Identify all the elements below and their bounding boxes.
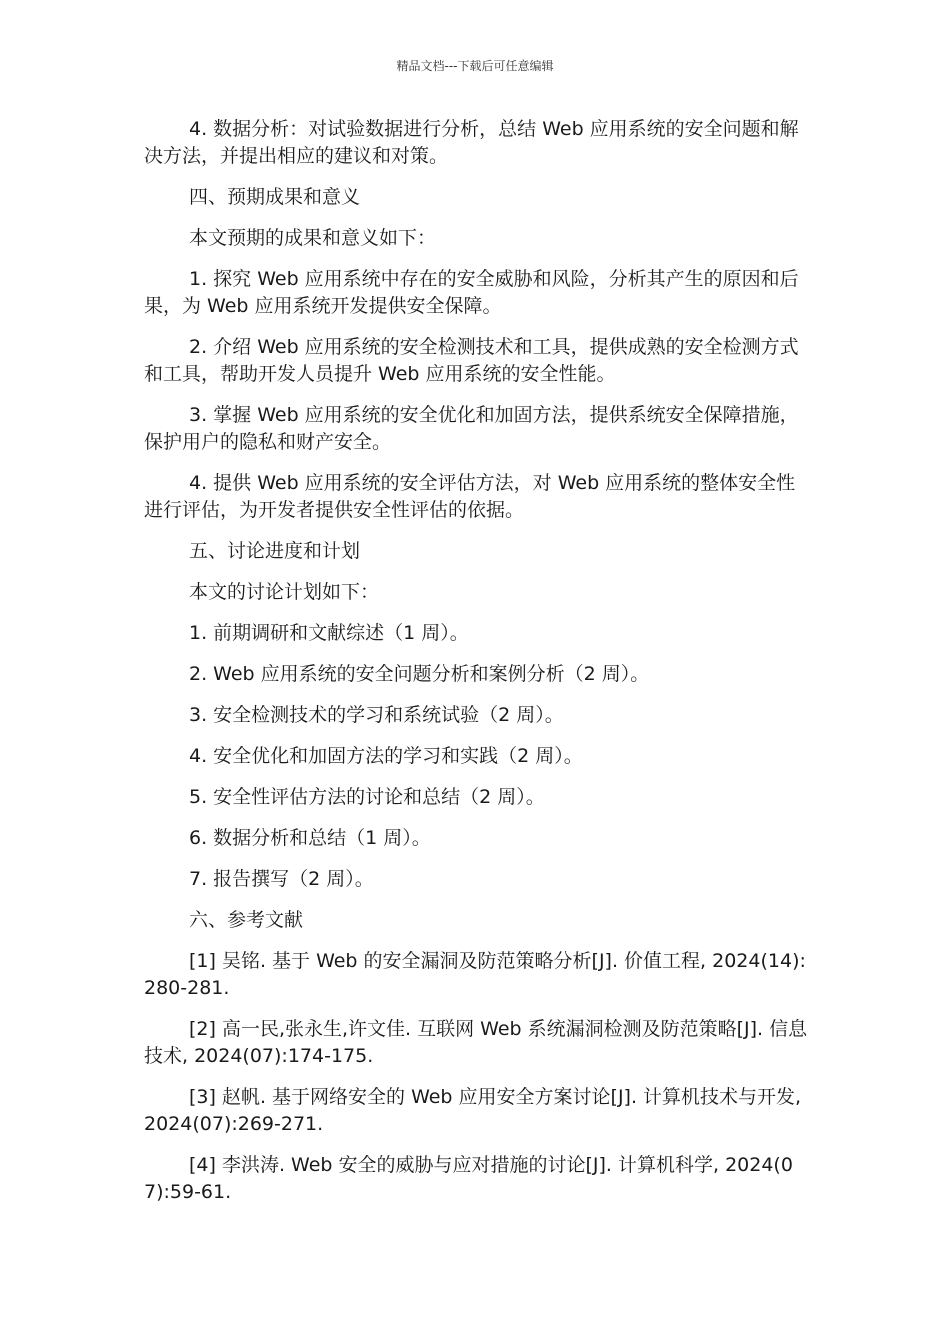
reference-3: [3] 赵帆. 基于网络安全的 Web 应用安全方案讨论[J]. 计算机技术与开发, 2024(07):269-271. bbox=[144, 1086, 802, 1135]
list-item-result-4: 4. 提供 Web 应用系统的安全评估方法，对 Web 应用系统的整体安全性进行评估，为开发者提供安全性评估的依据。 bbox=[144, 472, 796, 521]
paragraph-schedule-intro: 本文的讨论计划如下： bbox=[189, 581, 380, 603]
list-item-schedule-5: 5. 安全性评估方法的讨论和总结（2 周）。 bbox=[189, 786, 545, 808]
list-item-result-1: 1. 探究 Web 应用系统中存在的安全威胁和风险，分析其产生的原因和后果，为 Web 应用系统开发提供安全保障。 bbox=[144, 268, 799, 317]
document-body bbox=[144, 116, 809, 1220]
section-heading-references: 六、参考文献 bbox=[189, 909, 304, 931]
list-item-schedule-4: 4. 安全优化和加固方法的学习和实践（2 周）。 bbox=[189, 745, 583, 767]
reference-4: [4] 李洪涛. Web 安全的威胁与应对措施的讨论[J]. 计算机科学, 2024(07):59-61. bbox=[144, 1154, 793, 1203]
list-item-schedule-6: 6. 数据分析和总结（1 周）。 bbox=[189, 827, 431, 849]
reference-1: [1] 吴铭. 基于 Web 的安全漏洞及防范策略分析[J]. 价值工程, 2024(14):280-281. bbox=[144, 950, 806, 999]
paragraph-data-analysis: 4. 数据分析：对试验数据进行分析，总结 Web 应用系统的安全问题和解决方法，并提出相应的建议和对策。 bbox=[144, 118, 799, 167]
list-item-result-3: 3. 掌握 Web 应用系统的安全优化和加固方法，提供系统安全保障措施，保护用户的隐私和财产安全。 bbox=[144, 404, 799, 453]
list-item-result-2: 2. 介绍 Web 应用系统的安全检测技术和工具，提供成熟的安全检测方式和工具，帮助开发人员提升 Web 应用系统的安全性能。 bbox=[144, 336, 799, 385]
section-heading-schedule: 五、讨论进度和计划 bbox=[189, 540, 361, 562]
paragraph-results-intro: 本文预期的成果和意义如下： bbox=[189, 227, 437, 249]
section-heading-expected-results: 四、预期成果和意义 bbox=[189, 186, 361, 208]
page-header: 精品文档---下载后可任意编辑 bbox=[396, 59, 554, 73]
list-item-schedule-1: 1. 前期调研和文献综述（1 周）。 bbox=[189, 622, 469, 644]
list-item-schedule-7: 7. 报告撰写（2 周）。 bbox=[189, 868, 374, 890]
list-item-schedule-3: 3. 安全检测技术的学习和系统试验（2 周）。 bbox=[189, 704, 564, 726]
list-item-schedule-2: 2. Web 应用系统的安全问题分析和案例分析（2 周）。 bbox=[189, 663, 650, 685]
reference-2: [2] 高一民,张永生,许文佳. 互联网 Web 系统漏洞检测及防范策略[J]. 信息技术, 2024(07):174-175. bbox=[144, 1018, 808, 1067]
